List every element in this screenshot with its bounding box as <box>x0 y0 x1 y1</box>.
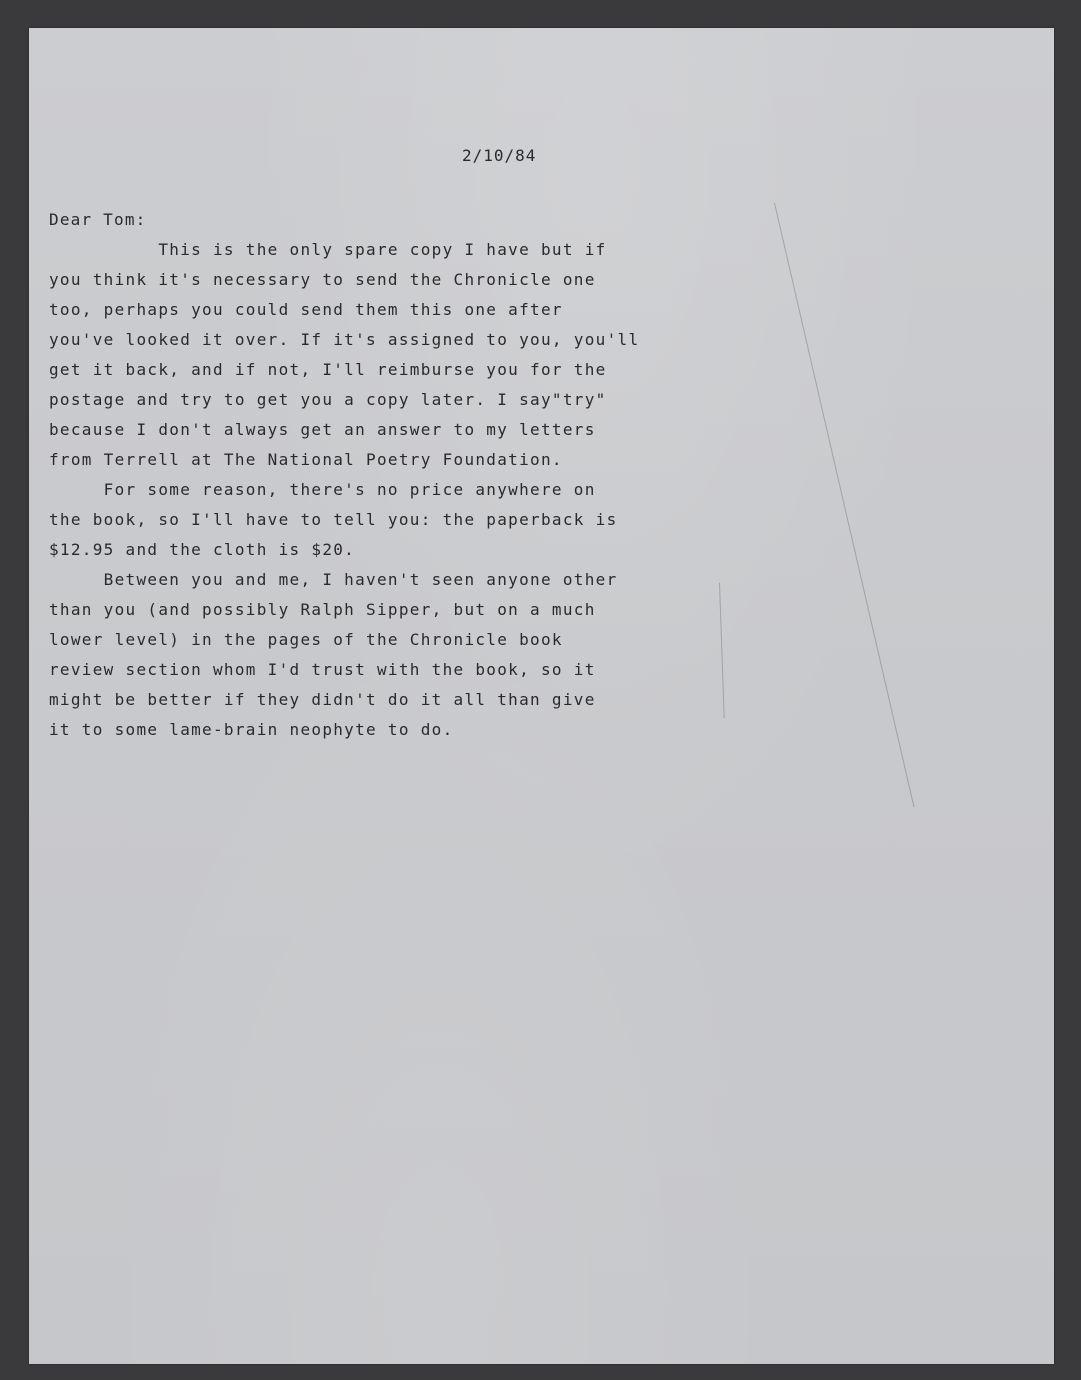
letter-page <box>29 28 1054 1364</box>
body-line: lower level) in the pages of the Chronicle book <box>49 630 563 649</box>
body-line: This is the only spare copy I have but if <box>49 240 607 259</box>
body-line: than you (and possibly Ralph Sipper, but on a much <box>49 600 596 619</box>
body-line: might be better if they didn't do it all than give <box>49 690 596 709</box>
body-line: it to some lame-brain neophyte to do. <box>49 720 454 739</box>
body-line: you've looked it over. If it's assigned to you, you'll <box>49 330 640 349</box>
paper-crease <box>774 203 914 807</box>
body-line: Between you and me, I haven't seen anyone other <box>49 570 618 589</box>
body-line: $12.95 and the cloth is $20. <box>49 540 356 559</box>
body-line: you think it's necessary to send the Chronicle one <box>49 270 596 289</box>
paper-crease <box>719 583 725 718</box>
body-line: postage and try to get you a copy later. I say"try" <box>49 390 607 409</box>
letter-body <box>49 235 709 745</box>
body-line: too, perhaps you could send them this one after <box>49 300 563 319</box>
body-line: the book, so I'll have to tell you: the paperback is <box>49 510 618 529</box>
letter-date: 2/10/84 <box>462 146 537 165</box>
body-line: get it back, and if not, I'll reimburse you for the <box>49 360 607 379</box>
salutation: Dear Tom: <box>49 210 147 229</box>
body-line: because I don't always get an answer to my letters <box>49 420 596 439</box>
body-line: from Terrell at The National Poetry Foundation. <box>49 450 563 469</box>
body-line: review section whom I'd trust with the book, so it <box>49 660 596 679</box>
body-line: For some reason, there's no price anywhere on <box>49 480 596 499</box>
